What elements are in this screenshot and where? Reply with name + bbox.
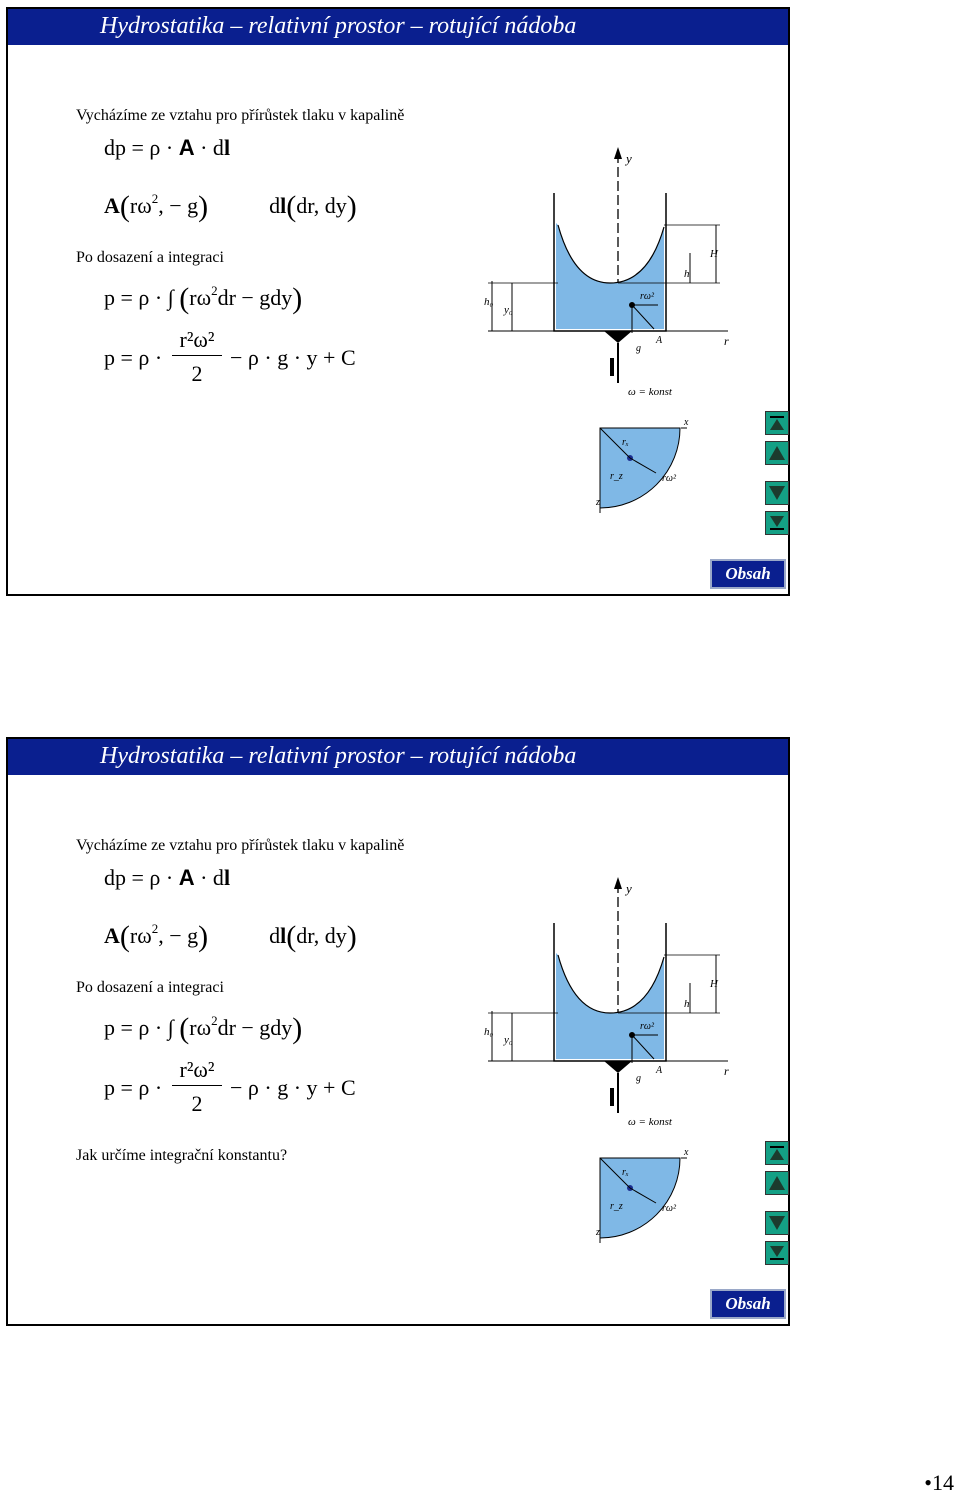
- equation-pressure-numerator: r²ω²: [179, 1057, 215, 1082]
- svg-text:h₀: h₀: [484, 1026, 494, 1038]
- obsah-button[interactable]: Obsah: [710, 1289, 786, 1319]
- svg-text:h: h: [684, 998, 690, 1010]
- question-text: Jak určíme integrační konstantu?: [76, 1147, 288, 1164]
- svg-text:rω²: rω²: [662, 473, 676, 484]
- nav-next-button[interactable]: [765, 481, 789, 505]
- svg-text:y₀: y₀: [504, 1034, 513, 1046]
- equation-pressure-right: − ρ · g · y + C: [230, 1075, 356, 1100]
- slide-1: [6, 7, 790, 596]
- nav-prev-icon: [766, 442, 788, 464]
- label-A: A: [656, 335, 663, 346]
- equation-pressure-numerator: r²ω²: [179, 327, 215, 352]
- equation-integral: p = ρ · ∫ $(r\omega^2dr - gdy)$: [104, 282, 303, 315]
- svg-text:z: z: [596, 1227, 600, 1238]
- label-rz: r_z: [610, 471, 623, 482]
- equation-pressure-left: p = ρ ·: [104, 1075, 163, 1100]
- label-h0: h₀: [484, 296, 494, 308]
- svg-text:y: y: [626, 881, 632, 896]
- label-H: H: [710, 248, 718, 260]
- nav-first-button[interactable]: [765, 411, 789, 435]
- nav-first-icon: [766, 412, 788, 434]
- nav-last-icon: [766, 1242, 788, 1264]
- nav-first-icon: [766, 1142, 788, 1164]
- equation-vectors: $A(r\omega^2$, − g) dl(dr, dy): [104, 190, 357, 223]
- nav-last-icon: [766, 512, 788, 534]
- equation-pressure-left: p = ρ ·: [104, 345, 163, 370]
- equation-pressure-denominator: 2: [191, 1091, 203, 1116]
- label-omega: ω = konst: [628, 386, 672, 398]
- fraction-line: [172, 1085, 222, 1086]
- label-r: r: [724, 334, 729, 348]
- slide-title-bar: [8, 739, 788, 775]
- svg-text:H: H: [710, 978, 718, 990]
- svg-text:rω²: rω²: [662, 1203, 676, 1214]
- label-g: g: [636, 343, 641, 354]
- slide-2: [6, 737, 790, 1326]
- svg-text:rₓ: rₓ: [622, 1167, 629, 1178]
- fraction-line: [172, 355, 222, 356]
- nav-prev-icon: [766, 1172, 788, 1194]
- integration-text: Po dosazení a integraci: [76, 249, 224, 266]
- svg-text:r: r: [724, 1064, 729, 1078]
- label-x: x: [684, 417, 689, 428]
- label-y0: y₀: [504, 304, 513, 316]
- intro-text: Vycházíme ze vztahu pro přírůstek tlaku v kapalině: [76, 837, 405, 854]
- page-number: •14: [924, 1470, 954, 1495]
- svg-text:r_z: r_z: [610, 1201, 623, 1212]
- svg-text:x: x: [684, 1147, 689, 1158]
- label-y: y: [626, 151, 632, 166]
- rotating-vessel-diagram: [478, 863, 740, 1245]
- nav-last-button[interactable]: [765, 511, 789, 535]
- equation-dp: dp = ρ · A · dl: [104, 135, 231, 160]
- equation-dp: dp = ρ · A · dl: [104, 865, 231, 890]
- svg-text:g: g: [636, 1073, 641, 1084]
- label-h: h: [684, 268, 690, 280]
- label-rw2: rω²: [640, 291, 654, 302]
- equation-pressure-right: − ρ · g · y + C: [230, 345, 356, 370]
- nav-prev-button[interactable]: [765, 441, 789, 465]
- intro-text: Vycházíme ze vztahu pro přírůstek tlaku v kapalině: [76, 107, 405, 124]
- equation-vectors: $A(r\omega^2$, − g) dl(dr, dy): [104, 920, 357, 953]
- slide-title-bar: [8, 9, 788, 45]
- rotating-vessel-diagram: [478, 133, 740, 515]
- nav-prev-button[interactable]: [765, 1171, 789, 1195]
- slide-title: Hydrostatika – relativní prostor – rotující nádoba: [100, 743, 577, 769]
- nav-next-button[interactable]: [765, 1211, 789, 1235]
- nav-next-icon: [766, 482, 788, 504]
- svg-text:ω = konst: ω = konst: [628, 1116, 672, 1128]
- nav-first-button[interactable]: [765, 1141, 789, 1165]
- label-z: z: [596, 497, 600, 508]
- integration-text: Po dosazení a integraci: [76, 979, 224, 996]
- svg-text:rω²: rω²: [640, 1021, 654, 1032]
- obsah-button[interactable]: Obsah: [710, 559, 786, 589]
- slide-title: Hydrostatika – relativní prostor – rotující nádoba: [100, 13, 577, 39]
- nav-last-button[interactable]: [765, 1241, 789, 1265]
- nav-next-icon: [766, 1212, 788, 1234]
- label-rx: rₓ: [622, 437, 629, 448]
- equation-integral: p = ρ · ∫ $(r\omega^2dr - gdy)$: [104, 1012, 303, 1045]
- svg-text:A: A: [656, 1065, 663, 1076]
- equation-pressure-denominator: 2: [191, 361, 203, 386]
